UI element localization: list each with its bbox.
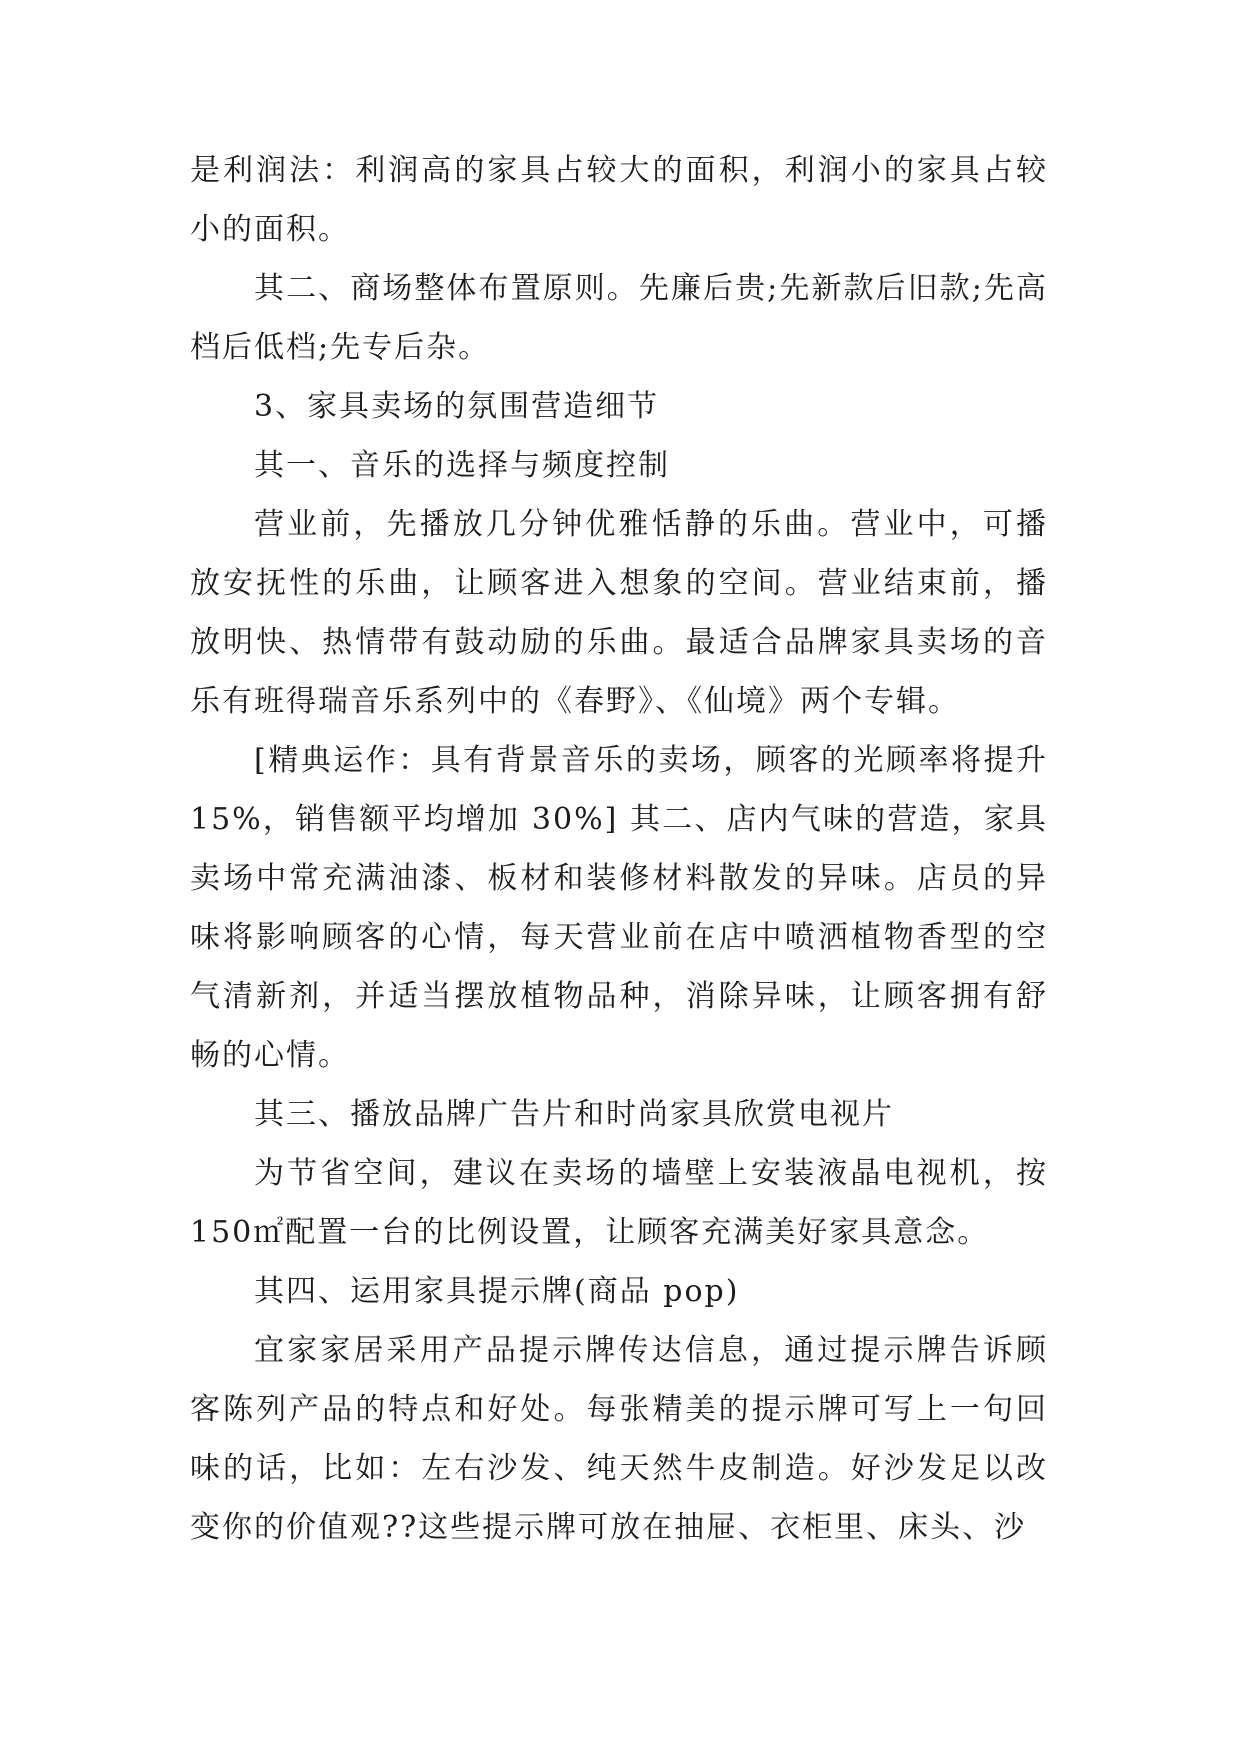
- paragraph-1: 是利润法：利润高的家具占较大的面积，利润小的家具占较小的面积。: [190, 153, 1048, 247]
- paragraph-2: 其二、商场整体布置原则。先廉后贵;先新款后旧款;先高档后低档;先专后杂。: [190, 271, 1048, 365]
- subheading-pop: 其四、运用家具提示牌(商品 pop): [254, 1274, 740, 1309]
- paragraph-pop: 宜家家居采用产品提示牌传达信息，通过提示牌告诉顾客陈列产品的特点和好处。每张精美的提示牌可写上一句回味的话，比如：左右沙发、纯天然牛皮制造。好沙发足以改变你的价值观??这些提示牌可放在抽屉、衣柜里、床头、沙: [190, 1333, 1048, 1545]
- paragraph-scent: [精典运作：具有背景音乐的卖场，顾客的光顾率将提升 15%，销售额平均增加 30%] 其二、店内气味的营造，家具卖场中常充满油漆、板材和装修材料散发的异味。店员的异味将影响顾客的心情，每天营业前在店中喷洒植物香型的空气清新剂，并适当摆放植物品种，消除异味，让顾客拥有舒畅的心情。: [190, 743, 1048, 1073]
- document-page: [190, 141, 1048, 1557]
- paragraph-tv: 为节省空间，建议在卖场的墙壁上安装液晶电视机，按 150㎡配置一台的比例设置，让顾客充满美好家具意念。: [190, 1156, 1048, 1250]
- subheading-music: 其一、音乐的选择与频度控制: [254, 448, 670, 483]
- subheading-tv: 其三、播放品牌广告片和时尚家具欣赏电视片: [254, 1097, 894, 1132]
- section-heading: 3、家具卖场的氛围营造细节: [254, 389, 660, 424]
- paragraph-music: 营业前，先播放几分钟优雅恬静的乐曲。营业中，可播放安抚性的乐曲，让顾客进入想象的空间。营业结束前，播放明快、热情带有鼓动励的乐曲。最适合品牌家具卖场的音乐有班得瑞音乐系列中的《春野》、《仙境》两个专辑。: [190, 507, 1048, 719]
